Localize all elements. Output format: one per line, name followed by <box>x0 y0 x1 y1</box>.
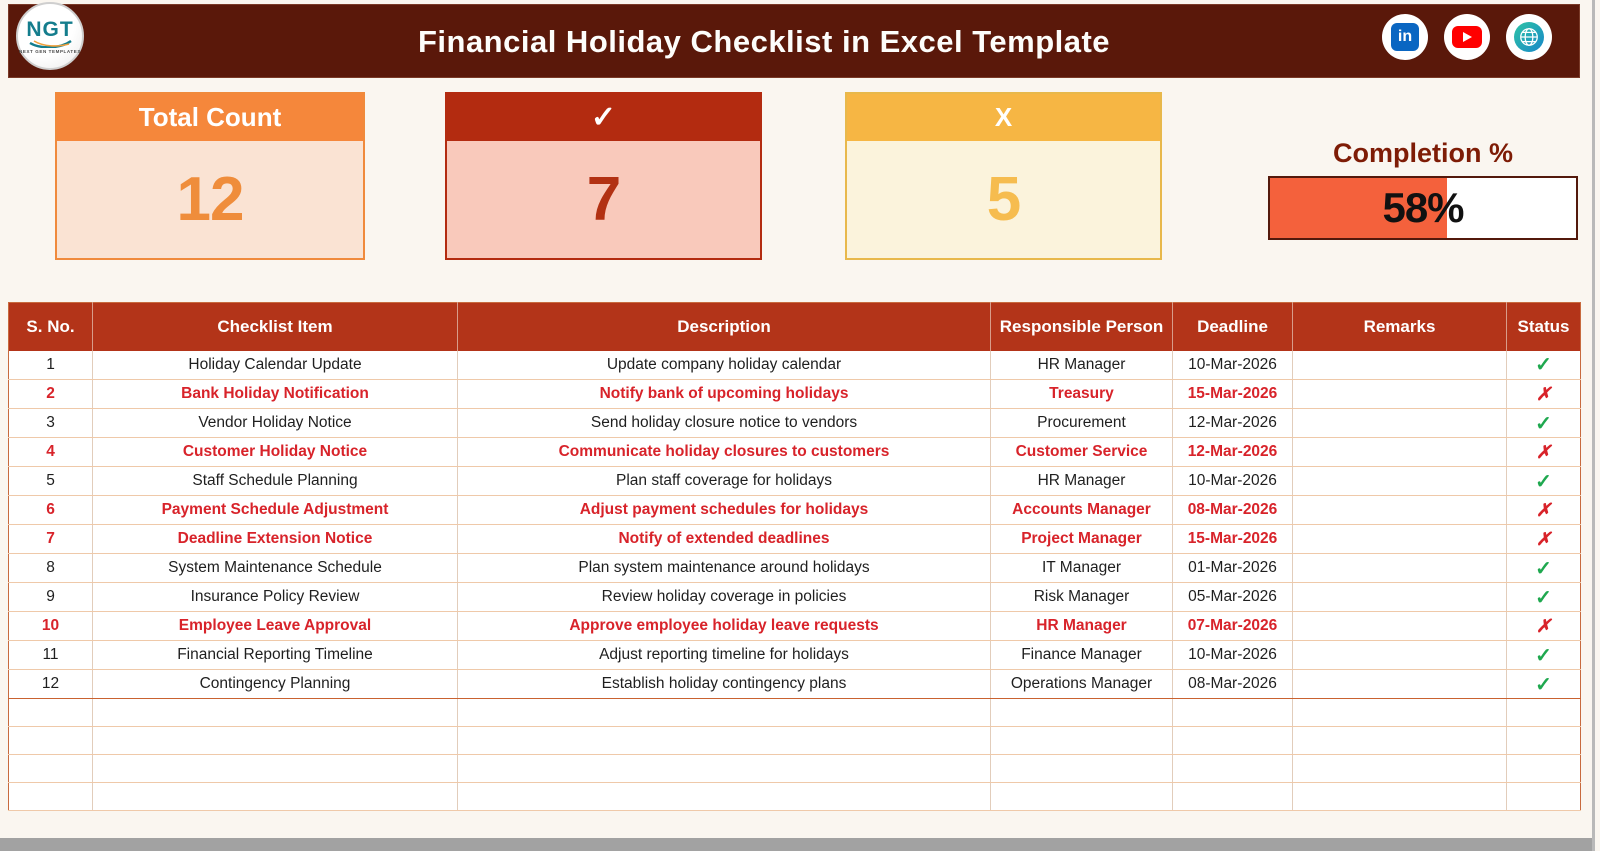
cell-sno: 10 <box>9 612 93 641</box>
done-count-value: 7 <box>447 141 760 258</box>
cell-description[interactable]: Update company holiday calendar <box>458 351 991 380</box>
table-row <box>9 583 1581 612</box>
brand-logo <box>16 2 84 70</box>
col-header-remarks: Remarks <box>1293 303 1507 351</box>
cell-deadline[interactable]: 15-Mar-2026 <box>1173 380 1293 409</box>
cell-description[interactable]: Establish holiday contingency plans <box>458 670 991 699</box>
cell-responsible-person[interactable] <box>991 755 1173 783</box>
brand-logo-subtext: NEXT GEN TEMPLATES <box>19 49 81 54</box>
cell-responsible-person[interactable]: IT Manager <box>991 554 1173 583</box>
window-edge-bottom <box>0 838 1592 851</box>
cell-deadline[interactable]: 10-Mar-2026 <box>1173 641 1293 670</box>
cell-deadline[interactable]: 12-Mar-2026 <box>1173 438 1293 467</box>
cell-status[interactable]: ✗ <box>1507 496 1581 525</box>
cell-remarks[interactable] <box>1293 380 1507 409</box>
table-header-row <box>9 303 1581 351</box>
total-count-card <box>55 92 365 260</box>
cell-remarks[interactable] <box>1293 351 1507 380</box>
completion-progress-bar <box>1268 176 1578 240</box>
cell-status[interactable]: ✗ <box>1507 525 1581 554</box>
cell-sno: 4 <box>9 438 93 467</box>
title-banner <box>8 4 1580 78</box>
cell-responsible-person[interactable] <box>991 699 1173 727</box>
col-header-description: Description <box>458 303 991 351</box>
table-row <box>9 380 1581 409</box>
col-header-status: Status <box>1507 303 1581 351</box>
cell-checklist-item[interactable]: Bank Holiday Notification <box>93 380 458 409</box>
cell-responsible-person[interactable]: Risk Manager <box>991 583 1173 612</box>
table-body <box>9 351 1581 811</box>
col-header-responsible-person: Responsible Person <box>991 303 1173 351</box>
cell-sno <box>9 699 93 727</box>
cell-remarks[interactable] <box>1293 727 1507 755</box>
cell-description[interactable]: Send holiday closure notice to vendors <box>458 409 991 438</box>
cell-sno: 8 <box>9 554 93 583</box>
table-row <box>9 409 1581 438</box>
cell-checklist-item[interactable]: Employee Leave Approval <box>93 612 458 641</box>
cell-deadline[interactable] <box>1173 755 1293 783</box>
total-count-label: Total Count <box>57 94 363 141</box>
cell-deadline[interactable]: 08-Mar-2026 <box>1173 670 1293 699</box>
cell-status[interactable]: ✗ <box>1507 612 1581 641</box>
cell-checklist-item[interactable]: Vendor Holiday Notice <box>93 409 458 438</box>
table-row <box>9 554 1581 583</box>
done-count-card <box>445 92 762 260</box>
pending-count-card <box>845 92 1162 260</box>
logo-swoosh-icon <box>28 40 72 48</box>
cell-responsible-person[interactable]: Finance Manager <box>991 641 1173 670</box>
cell-responsible-person[interactable]: Project Manager <box>991 525 1173 554</box>
cell-responsible-person[interactable]: HR Manager <box>991 467 1173 496</box>
cell-deadline[interactable] <box>1173 783 1293 811</box>
col-header-checklist-item: Checklist Item <box>93 303 458 351</box>
cell-checklist-item[interactable]: Contingency Planning <box>93 670 458 699</box>
cell-sno: 7 <box>9 525 93 554</box>
cell-deadline[interactable]: 12-Mar-2026 <box>1173 409 1293 438</box>
cell-status[interactable]: ✓ <box>1507 409 1581 438</box>
cell-checklist-item[interactable]: System Maintenance Schedule <box>93 554 458 583</box>
empty-table-row <box>9 699 1581 727</box>
cell-description[interactable]: Adjust payment schedules for holidays <box>458 496 991 525</box>
cell-status[interactable] <box>1507 699 1581 727</box>
cell-description[interactable]: Approve employee holiday leave requests <box>458 612 991 641</box>
col-header-deadline: Deadline <box>1173 303 1293 351</box>
cell-status[interactable]: ✓ <box>1507 467 1581 496</box>
pending-count-value: 5 <box>847 141 1160 258</box>
linkedin-icon[interactable]: in <box>1382 14 1428 60</box>
empty-table-row <box>9 727 1581 755</box>
completion-label: Completion % <box>1333 138 1513 168</box>
cell-status[interactable] <box>1507 727 1581 755</box>
cell-sno: 2 <box>9 380 93 409</box>
cell-checklist-item[interactable]: Payment Schedule Adjustment <box>93 496 458 525</box>
pending-x-icon: X <box>847 94 1160 141</box>
cell-checklist-item[interactable]: Customer Holiday Notice <box>93 438 458 467</box>
brand-logo-text: NGT <box>26 18 74 41</box>
social-links <box>1382 14 1552 60</box>
cell-sno: 11 <box>9 641 93 670</box>
col-header-sno: S. No. <box>9 303 93 351</box>
table-row <box>9 612 1581 641</box>
window-edge-right <box>1592 0 1595 851</box>
cell-deadline[interactable]: 01-Mar-2026 <box>1173 554 1293 583</box>
cell-checklist-item[interactable]: Deadline Extension Notice <box>93 525 458 554</box>
cell-sno: 3 <box>9 409 93 438</box>
cell-remarks[interactable] <box>1293 755 1507 783</box>
checklist-table <box>8 302 1581 811</box>
cell-responsible-person[interactable]: Accounts Manager <box>991 496 1173 525</box>
cell-sno: 12 <box>9 670 93 699</box>
cell-responsible-person[interactable]: HR Manager <box>991 612 1173 641</box>
cell-description[interactable] <box>458 755 991 783</box>
cell-sno: 9 <box>9 583 93 612</box>
cell-sno <box>9 755 93 783</box>
cell-responsible-person[interactable]: Procurement <box>991 409 1173 438</box>
cell-deadline[interactable] <box>1173 699 1293 727</box>
cell-deadline[interactable]: 05-Mar-2026 <box>1173 583 1293 612</box>
cell-deadline[interactable]: 10-Mar-2026 <box>1173 351 1293 380</box>
cell-remarks[interactable] <box>1293 670 1507 699</box>
cell-checklist-item[interactable]: Holiday Calendar Update <box>93 351 458 380</box>
cell-status[interactable] <box>1507 755 1581 783</box>
cell-description[interactable] <box>458 699 991 727</box>
table-row <box>9 467 1581 496</box>
cell-sno <box>9 783 93 811</box>
table-row <box>9 496 1581 525</box>
cell-checklist-item[interactable]: Financial Reporting Timeline <box>93 641 458 670</box>
total-count-value: 12 <box>57 141 363 258</box>
cell-remarks[interactable] <box>1293 496 1507 525</box>
cell-checklist-item[interactable] <box>93 755 458 783</box>
cell-deadline[interactable] <box>1173 727 1293 755</box>
cell-responsible-person[interactable]: Operations Manager <box>991 670 1173 699</box>
cell-status[interactable]: ✗ <box>1507 438 1581 467</box>
done-check-icon: ✓ <box>447 94 760 141</box>
table-row <box>9 438 1581 467</box>
cell-description[interactable]: Review holiday coverage in policies <box>458 583 991 612</box>
cell-remarks[interactable] <box>1293 612 1507 641</box>
cell-status[interactable]: ✓ <box>1507 554 1581 583</box>
cell-responsible-person[interactable]: Customer Service <box>991 438 1173 467</box>
cell-deadline[interactable]: 07-Mar-2026 <box>1173 612 1293 641</box>
cell-sno: 6 <box>9 496 93 525</box>
cell-checklist-item[interactable] <box>93 727 458 755</box>
cell-remarks[interactable] <box>1293 438 1507 467</box>
cell-responsible-person[interactable]: HR Manager <box>991 351 1173 380</box>
cell-responsible-person[interactable] <box>991 727 1173 755</box>
cell-sno: 5 <box>9 467 93 496</box>
cell-description[interactable] <box>458 727 991 755</box>
cell-remarks[interactable] <box>1293 467 1507 496</box>
cell-remarks[interactable] <box>1293 783 1507 811</box>
cell-remarks[interactable] <box>1293 699 1507 727</box>
cell-status[interactable]: ✗ <box>1507 380 1581 409</box>
empty-table-row <box>9 755 1581 783</box>
table-row <box>9 670 1581 699</box>
cell-remarks[interactable] <box>1293 554 1507 583</box>
cell-description[interactable]: Adjust reporting timeline for holidays <box>458 641 991 670</box>
cell-checklist-item[interactable] <box>93 783 458 811</box>
cell-sno: 1 <box>9 351 93 380</box>
cell-deadline[interactable]: 15-Mar-2026 <box>1173 525 1293 554</box>
cell-checklist-item[interactable] <box>93 699 458 727</box>
cell-status[interactable]: ✓ <box>1507 583 1581 612</box>
cell-remarks[interactable] <box>1293 409 1507 438</box>
table-row <box>9 641 1581 670</box>
cell-checklist-item[interactable]: Insurance Policy Review <box>93 583 458 612</box>
cell-description[interactable]: Plan staff coverage for holidays <box>458 467 991 496</box>
cell-description[interactable]: Plan system maintenance around holidays <box>458 554 991 583</box>
table-row <box>9 351 1581 380</box>
cell-checklist-item[interactable]: Staff Schedule Planning <box>93 467 458 496</box>
cell-status[interactable] <box>1507 783 1581 811</box>
completion-percent-value: 58% <box>1382 184 1464 231</box>
cell-remarks[interactable] <box>1293 525 1507 554</box>
cell-description[interactable] <box>458 783 991 811</box>
youtube-icon[interactable] <box>1444 14 1490 60</box>
cell-description[interactable]: Notify bank of upcoming holidays <box>458 380 991 409</box>
cell-status[interactable]: ✓ <box>1507 351 1581 380</box>
cell-status[interactable]: ✓ <box>1507 641 1581 670</box>
cell-deadline[interactable]: 08-Mar-2026 <box>1173 496 1293 525</box>
cell-sno <box>9 727 93 755</box>
cell-responsible-person[interactable] <box>991 783 1173 811</box>
cell-remarks[interactable] <box>1293 641 1507 670</box>
website-globe-icon[interactable] <box>1506 14 1552 60</box>
cell-responsible-person[interactable]: Treasury <box>991 380 1173 409</box>
cell-deadline[interactable]: 10-Mar-2026 <box>1173 467 1293 496</box>
empty-table-row <box>9 783 1581 811</box>
table-row <box>9 525 1581 554</box>
cell-description[interactable]: Communicate holiday closures to customers <box>458 438 991 467</box>
cell-remarks[interactable] <box>1293 583 1507 612</box>
page-title: Financial Holiday Checklist in Excel Template <box>417 24 1111 59</box>
cell-description[interactable]: Notify of extended deadlines <box>458 525 991 554</box>
cell-status[interactable]: ✓ <box>1507 670 1581 699</box>
